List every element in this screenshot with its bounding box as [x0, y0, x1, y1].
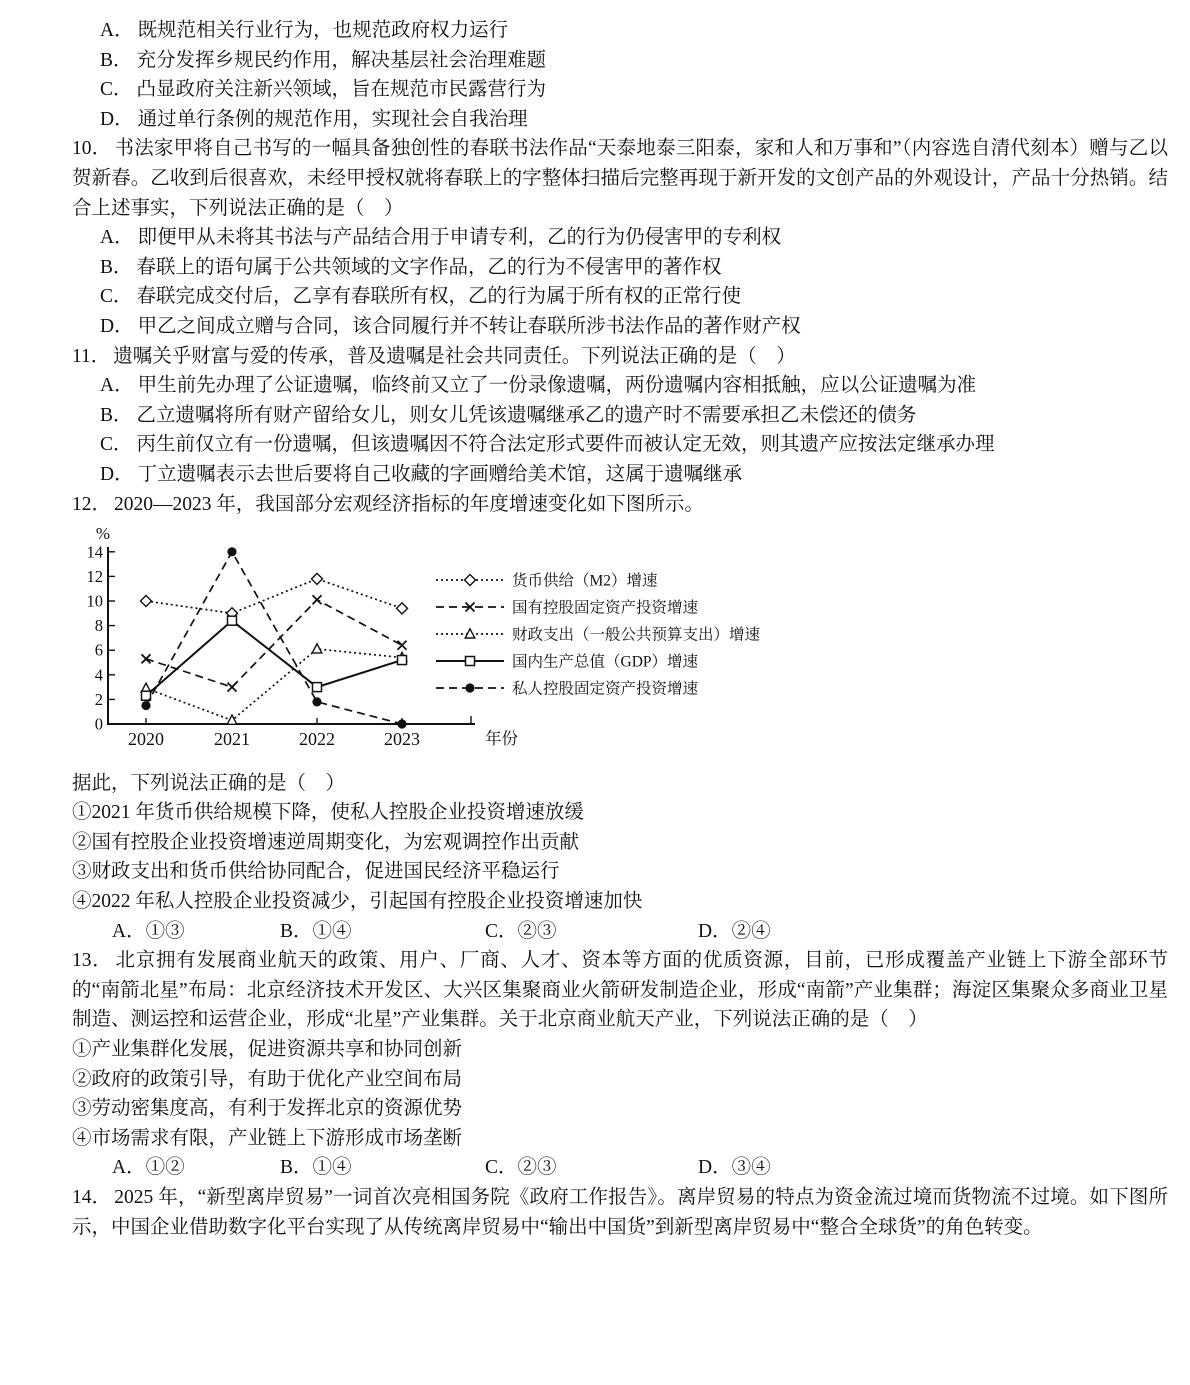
answer-label: B． — [280, 920, 313, 942]
statement-line: ②国有控股企业投资增速逆周期变化，为宏观调控作出贡献 — [72, 831, 580, 853]
answer-value: ②③ — [517, 920, 557, 942]
option-line — [72, 223, 1168, 253]
question-stem — [72, 946, 1168, 1035]
statement-line: ④市场需求有限，产业链上下游形成市场垄断 — [72, 1127, 463, 1149]
svg-text:2022: 2022 — [299, 729, 335, 750]
statement-line: ③劳动密集度高，有利于发挥北京的资源优势 — [72, 1098, 463, 1120]
option-line — [72, 371, 1168, 401]
option-label: A． — [100, 20, 134, 41]
option-text: 春联完成交付后，乙享有春联所有权，乙的行为属于所有权的正常行使 — [136, 286, 742, 308]
question-stem — [72, 134, 1168, 223]
question-text: 遗嘱关乎财富与爱的传承，普及遗嘱是社会共同责任。下列说法正确的是（ ） — [113, 345, 796, 367]
question-number: 12． — [72, 493, 112, 515]
option-text: 甲生前先办理了公证遗嘱，临终前又立了一份录像遗嘱，两份遗嘱内容相抵触，应以公证遗嘱为准 — [137, 375, 977, 397]
option-label: A． — [100, 227, 134, 249]
question-stem — [72, 1183, 1168, 1242]
answer-label: C． — [485, 920, 518, 942]
svg-text:4: 4 — [94, 665, 103, 685]
statement-line: ①2021 年货币供给规模下降，使私人控股企业投资增速放缓 — [72, 802, 584, 824]
option-text: 春联上的语句属于公共领域的文字作品，乙的行为不侵害甲的著作权 — [136, 256, 722, 278]
option-line — [72, 75, 1168, 105]
answer-choice — [280, 1153, 485, 1183]
answer-label: A． — [112, 1157, 146, 1179]
question-text: 2025 年，“新型离岸贸易”一词首次亮相国务院《政府工作报告》。离岸贸易的特点为资金流过境而货物流不过境。如下图所示，中国企业借助数字化平台实现了从传统离岸贸易中“输出中国货”到新型离岸贸易中“整合全球货”的角色转变。 — [72, 1187, 1168, 1238]
answer-choice — [698, 1153, 771, 1183]
question-text: 2020—2023 年，我国部分宏观经济指标的年度增速变化如下图所示。 — [114, 493, 704, 515]
answer-row — [72, 917, 1168, 947]
option-text: 丁立遗嘱表示去世后要将自己收藏的字画赠给美术馆，这属于遗嘱继承 — [137, 463, 743, 485]
option-line — [72, 253, 1168, 283]
answer-label: C． — [485, 1157, 518, 1179]
question-stem — [72, 342, 1168, 372]
statement-line: ③财政支出和货币供给协同配合，促进国民经济平稳运行 — [72, 861, 560, 883]
svg-text:2020: 2020 — [128, 729, 164, 750]
svg-text:10: 10 — [86, 591, 103, 611]
option-label: B． — [100, 404, 133, 426]
svg-text:私人控股固定资产投资增速: 私人控股固定资产投资增速 — [512, 680, 699, 698]
answer-choice — [280, 917, 485, 947]
statement-line: ①产业集群化发展，促进资源共享和协同创新 — [72, 1039, 463, 1061]
answer-choice — [112, 917, 280, 947]
option-label: D． — [100, 463, 134, 485]
svg-text:14: 14 — [86, 542, 103, 562]
option-text: 充分发挥乡规民约作用，解决基层社会治理难题 — [136, 49, 547, 71]
svg-text:国内生产总值（GDP）增速: 国内生产总值（GDP）增速 — [512, 653, 699, 671]
question-14 — [72, 1183, 1168, 1242]
option-label: C． — [100, 79, 133, 101]
option-line — [72, 46, 1168, 76]
option-line — [72, 312, 1168, 342]
question-text: 书法家甲将自己书写的一幅具备独创性的春联书法作品“天泰地泰三阳泰，家和人和万事和”（内容选自清代刻本）赠与乙以贺新春。乙收到后很喜欢，未经甲授权就将春联上的字整体扫描后完整再现于新开发的文创产品的外观设计，产品十分热销。结合上述事实，下列说法正确的是（ ） — [72, 138, 1168, 219]
answer-choice — [698, 917, 771, 947]
answer-choice — [485, 917, 698, 947]
option-label: B． — [100, 49, 133, 71]
question-number: 14． — [72, 1187, 112, 1208]
answer-value: ②③ — [517, 1157, 557, 1179]
answer-choice — [485, 1153, 698, 1183]
answer-value: ①④ — [312, 920, 352, 942]
option-line — [72, 105, 1168, 135]
option-line — [72, 16, 1168, 46]
option-label: D． — [100, 108, 134, 130]
option-label: C． — [100, 286, 133, 308]
svg-text:国有控股固定资产投资增速: 国有控股固定资产投资增速 — [512, 599, 699, 617]
option-text: 乙立遗嘱将所有财产留给女儿，则女儿凭该遗嘱继承乙的遗产时不需要承担乙未偿还的债务 — [136, 404, 917, 426]
answer-label: A． — [112, 920, 146, 942]
option-text: 即便甲从未将其书法与产品结合用于申请专利，乙的行为仍侵害甲的专利权 — [137, 227, 782, 249]
svg-text:6: 6 — [94, 640, 103, 660]
option-line — [72, 401, 1168, 431]
answer-label: D． — [698, 1157, 732, 1179]
svg-text:财政支出（一般公共预算支出）增速: 财政支出（一般公共预算支出）增速 — [512, 626, 761, 644]
svg-text:2023: 2023 — [384, 729, 420, 750]
answer-label: D． — [698, 920, 732, 942]
svg-text:年份: 年份 — [485, 729, 518, 749]
answer-value: ③④ — [731, 1157, 771, 1179]
answer-label: B． — [280, 1157, 313, 1179]
svg-text:8: 8 — [94, 616, 103, 636]
svg-text:2021: 2021 — [214, 729, 250, 750]
question-13 — [72, 946, 1168, 1183]
question-text: 北京拥有发展商业航天的政策、用户、厂商、人才、资本等方面的优质资源，目前，已形成覆盖产业链上下游全部环节的“南箭北星”布局：北京经济技术开发区、大兴区集聚商业火箭研发制造企业，形成“南箭”产业集群；海淀区集聚众多商业卫星制造、测运控和运营企业，形成“北星”产业集群。关于北京商业航天产业，下列说法正确的是（ ） — [72, 950, 1168, 1031]
line-chart — [72, 527, 772, 755]
answer-value: ②④ — [731, 920, 771, 942]
question-11 — [72, 342, 1168, 490]
question-number: 13． — [72, 950, 113, 972]
option-label: A． — [100, 375, 134, 397]
option-text: 甲乙之间成立赠与合同，该合同履行并不转让春联所涉书法作品的著作财产权 — [137, 315, 801, 337]
answer-choice — [112, 1153, 280, 1183]
svg-text:0: 0 — [94, 714, 103, 734]
svg-text:12: 12 — [86, 566, 103, 586]
question-10 — [72, 134, 1168, 341]
option-text: 凸显政府关注新兴领域，旨在规范市民露营行为 — [136, 79, 547, 101]
question-number: 10． — [72, 138, 112, 160]
option-label: D． — [100, 315, 134, 337]
question-number: 11． — [72, 345, 111, 367]
svg-text:2: 2 — [94, 689, 103, 709]
statement-line: ④2022 年私人控股企业投资减少，引起国有控股企业投资增速加快 — [72, 891, 643, 913]
q9-options-block — [72, 16, 1168, 134]
option-text: 丙生前仅立有一份遗嘱，但该遗嘱因不符合法定形式要件而被认定无效，则其遗产应按法定继承办理 — [136, 434, 995, 456]
svg-text:%: % — [95, 527, 110, 544]
svg-text:货币供给（M2）增速: 货币供给（M2）增速 — [512, 572, 658, 590]
statement-line: ②政府的政策引导，有助于优化产业空间布局 — [72, 1068, 463, 1090]
answer-value: ①② — [145, 1157, 185, 1179]
question-stem — [72, 490, 1168, 520]
answer-value: ①④ — [312, 1157, 352, 1179]
option-label: C． — [100, 434, 133, 456]
option-line — [72, 460, 1168, 490]
option-label: B． — [100, 256, 133, 278]
option-text: 既规范相关行业行为，也规范政府权力运行 — [137, 20, 509, 41]
option-line — [72, 430, 1168, 460]
option-text: 通过单行条例的规范作用，实现社会自我治理 — [137, 108, 528, 130]
answer-value: ①③ — [145, 920, 185, 942]
answer-row — [72, 1153, 1168, 1183]
macro-indicators-chart — [72, 527, 1168, 765]
question-12 — [72, 490, 1168, 947]
post-chart-text: 据此，下列说法正确的是（ ） — [72, 772, 346, 794]
option-line — [72, 282, 1168, 312]
